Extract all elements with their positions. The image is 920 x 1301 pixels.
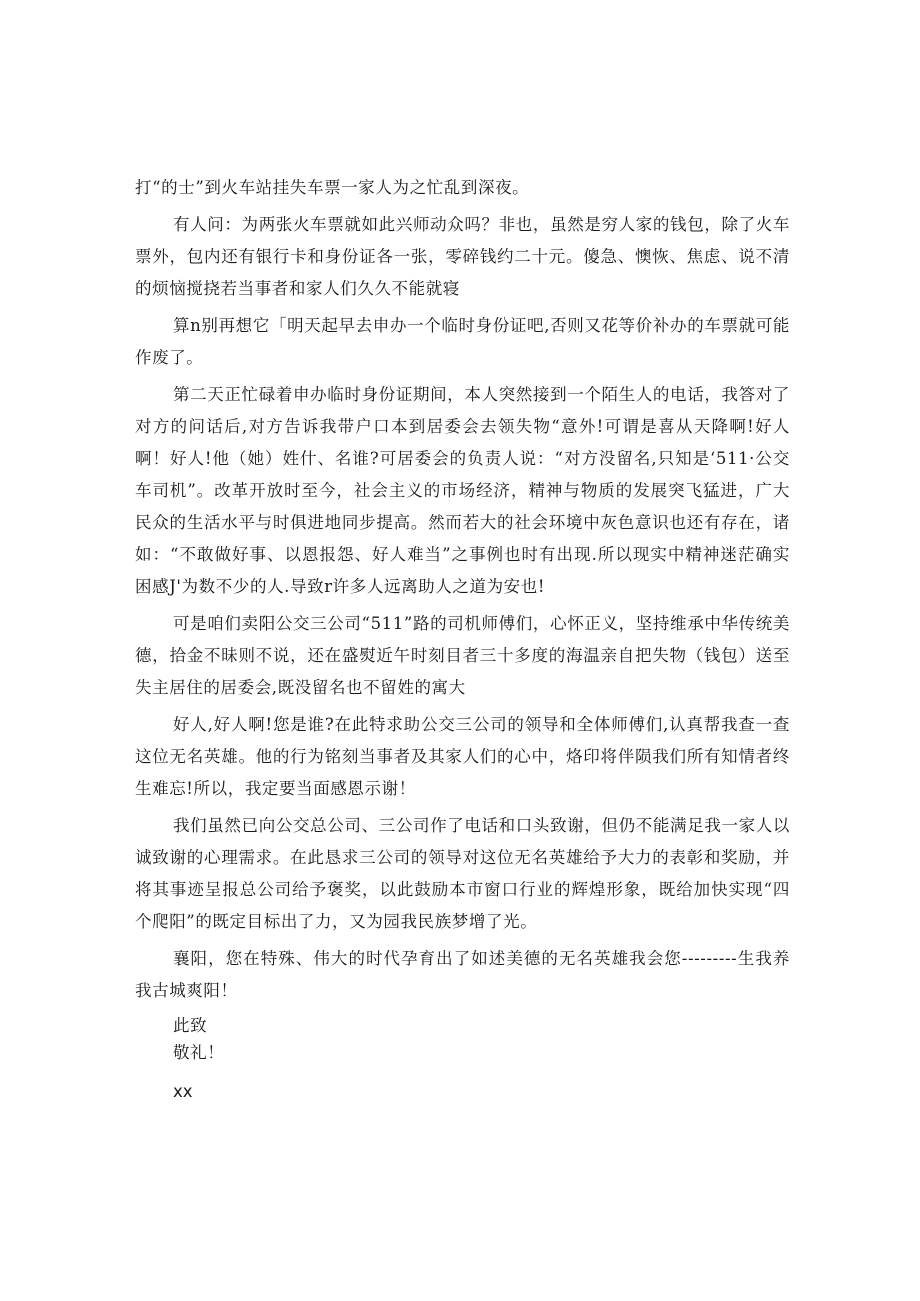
letter-body — [135, 172, 790, 1105]
paragraph-request: 好人,好人啊!您是谁?在此特求助公交三公司的领导和全体师傅们,认真帮我查一查这位无名英雄。他的行为铭刻当事者及其家人们的心中，烙印将伴陨我们所有知情者终生难忘!所以，我定要当面感恩示谢！ — [135, 715, 790, 798]
paragraph-question: 有人问：为两张火车票就如此兴师动众吗？非也，虽然是穷人家的钱包，除了火车票外，包内还有银行卡和身份证各一张，零碎钱约二十元。傻急、懊恢、焦虑、说不清的烦恼搅挠若当事者和家人们久久不能就寝 — [135, 215, 790, 298]
closing-salutation: 此致 — [173, 1016, 208, 1035]
paragraph-thanks: 我们虽然已向公交总公司、三公司作了电话和口头致谢，但仍不能满足我一家人以诚致谢的心理需求。在此恳求三公司的领导对这位无名英雄给予大力的表彰和奖励，并将其事迹呈报总公司给予褒奖，以此鼓励本市窗口行业的辉煌形象，既给加快实现“四个爬阳”的既定目标出了力，又为园我民族梦增了光。 — [135, 816, 790, 931]
paragraph-drivers: 可是咱们卖阳公交三公司“511”路的司机师傅们，心怀正义，坚持维承中华传统美德，拾金不昧则不说，还在盛熨近午时刻目者三十多度的海温亲自把失物（钱包）送至失主居住的居委会,既没留名也不留姓的寓大 — [135, 614, 790, 697]
signature: xx — [173, 1082, 193, 1101]
paragraph-continuation: 打“的士”到火车站挂失车票一家人为之忙乱到深夜。 — [135, 178, 530, 197]
closing-respect: 敬礼！ — [173, 1043, 225, 1062]
paragraph-next-plan: 算n别再想它「明天起早去申办一个临时身份证吧,否则又花等价补办的车票就可能作废了。 — [135, 316, 790, 367]
paragraph-xiangyang: 襄阳，您在特殊、伟大的时代孕育出了如述美德的无名英雄我会您---------生我养我古城爽阳！ — [135, 949, 790, 1000]
paragraph-phone-call: 第二天正忙碌着申办临时身份证期间，本人突然接到一个陌生人的电话，我答对了对方的问话后,对方告诉我带户口本到居委会去领失物“意外!可谓是喜从天降啊!好人啊！好人!他（她）姓什、名谁?可居委会的负责人说：“对方没留名,只知是‘511·公交车司机”。改革开放时至今，社会主义的市场经济，精神与物质的发展突飞猛进，广大民众的生活水平与时俱进地同步提高。然而若大的社会环境中灰色意识也还有存在，诸如：“不敢做好事、以恩报怨、好人难当”之事例也时有出现.所以现实中精神迷茫确实困感J'为数不少的人.导致r许多人远离助人之道为安也! — [135, 385, 790, 596]
